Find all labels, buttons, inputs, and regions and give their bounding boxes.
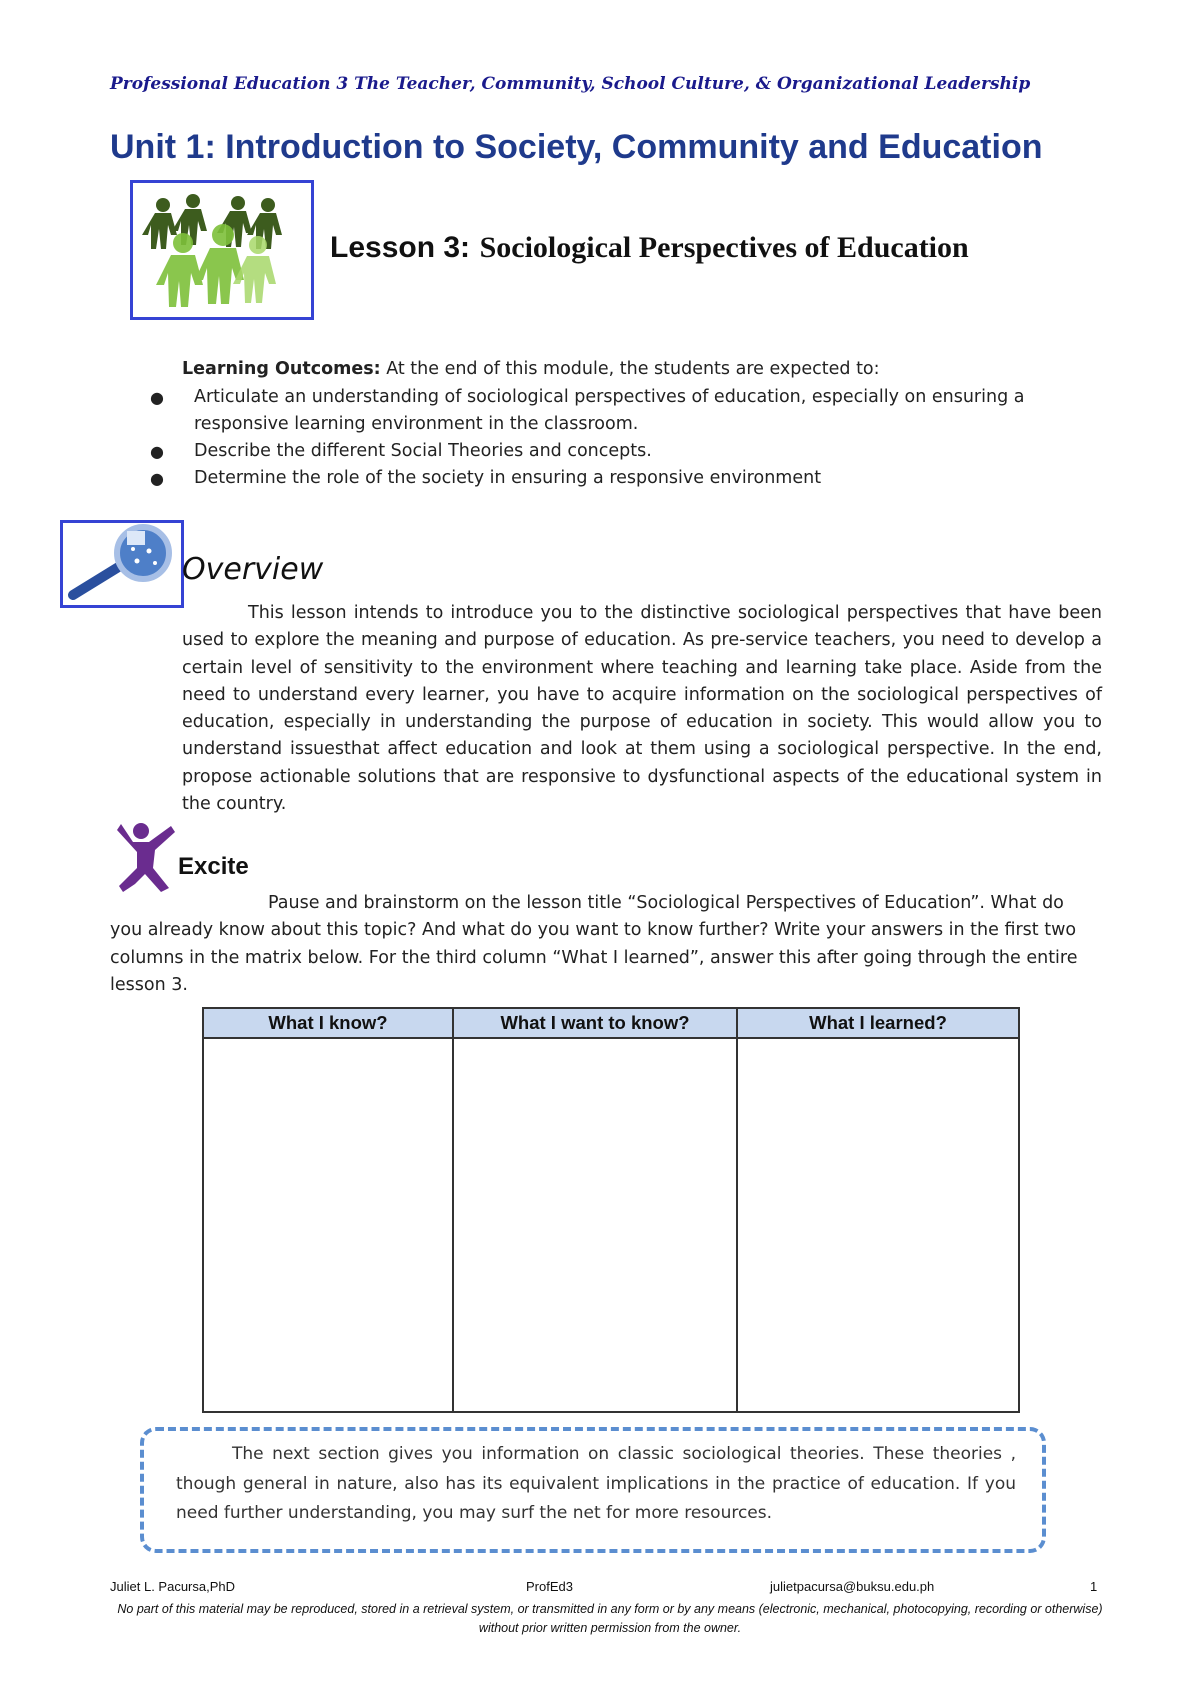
excite-heading: Excite bbox=[178, 853, 249, 880]
page-number: 1 bbox=[1090, 1579, 1098, 1594]
lesson-name: Sociological Perspectives of Education bbox=[479, 231, 969, 264]
note-body: The next section gives you information on classic sociological theories. These theories , though general in nature, also has its equivalent implications in the practice of education. If you need further understanding, you may surf the net for more resources. bbox=[176, 1444, 1016, 1523]
footer-course-code: ProfEd3 bbox=[526, 1579, 573, 1594]
kwl-cell-know[interactable] bbox=[203, 1038, 453, 1412]
outcome-item: ● Describe the different Social Theories and concepts. bbox=[150, 438, 1050, 465]
copyright-notice: No part of this material may be reproduced, stored in a retrieval system, or transmitted in any form or by any means (electronic, mechanical, photocopying, recording or otherwise) without prior written permission from the owner. bbox=[117, 1602, 1103, 1635]
people-circle-icon bbox=[133, 183, 311, 317]
note-paragraph bbox=[176, 1440, 1016, 1529]
overview-heading: Overview bbox=[182, 552, 324, 587]
header-subtitle: The Teacher, Community, School Culture, & Organizational Leadership bbox=[354, 74, 1031, 94]
kwl-table bbox=[202, 1007, 1020, 1413]
outcomes-intro: At the end of this module, the students are expected to: bbox=[386, 359, 880, 379]
kwl-cell-learned[interactable] bbox=[737, 1038, 1019, 1412]
lesson-title bbox=[330, 230, 969, 265]
kwl-header-want: What I want to know? bbox=[453, 1008, 737, 1038]
document-header bbox=[110, 74, 1030, 94]
overview-body: This lesson intends to introduce you to the distinctive sociological perspectives that have been used to explore the meaning and purpose of education. As pre-service teachers, you need to develop a certain level of sensitivity to the environment where teaching and learning take place. Aside from the need to understand every learner, you have to acquire information on the sociological perspectives of education, especially in understanding the purpose of education in society. This would allow you to understand issuesthat affect education and look at them using a sociological perspective. In the end, propose actionable solutions that are responsive to dysfunctional aspects of the educational system in the country. bbox=[182, 603, 1102, 815]
overview-paragraph bbox=[182, 600, 1102, 818]
unit-title: Unit 1: Introduction to Society, Community and Education bbox=[110, 128, 1043, 166]
jumping-person-icon bbox=[115, 822, 177, 894]
outcomes-label: Learning Outcomes: bbox=[182, 359, 381, 379]
excite-paragraph bbox=[110, 890, 1100, 999]
kwl-header-row bbox=[203, 1008, 1019, 1038]
footer-author: Juliet L. Pacursa,PhD bbox=[110, 1579, 236, 1594]
outcome-item: ● Determine the role of the society in ensuring a responsive environment bbox=[150, 465, 1050, 492]
kwl-cell-want[interactable] bbox=[453, 1038, 737, 1412]
magnifier-icon bbox=[60, 520, 184, 608]
outcomes-list bbox=[150, 384, 1050, 492]
header-course: Professional Education 3 bbox=[110, 74, 349, 94]
kwl-answer-row bbox=[203, 1038, 1019, 1412]
excite-body: Pause and brainstorm on the lesson title “Sociological Perspectives of Education”. What do you already know about this topic? And what do you want to know further? Write your answers in the first two columns in the matrix below. For the third column “What I learned”, answer this after going through the entire lesson 3. bbox=[110, 893, 1078, 995]
kwl-header-know: What I know? bbox=[203, 1008, 453, 1038]
lesson-label: Lesson 3: bbox=[330, 231, 471, 264]
outcome-item: ● Articulate an understanding of sociological perspectives of education, especially on ensuring a responsive learning environment in the classroom. bbox=[150, 384, 1050, 438]
lesson-image bbox=[130, 180, 314, 320]
footer-email: julietpacursa@buksu.edu.ph bbox=[770, 1579, 935, 1594]
kwl-header-learned: What I learned? bbox=[737, 1008, 1019, 1038]
outcomes-heading bbox=[182, 359, 880, 379]
